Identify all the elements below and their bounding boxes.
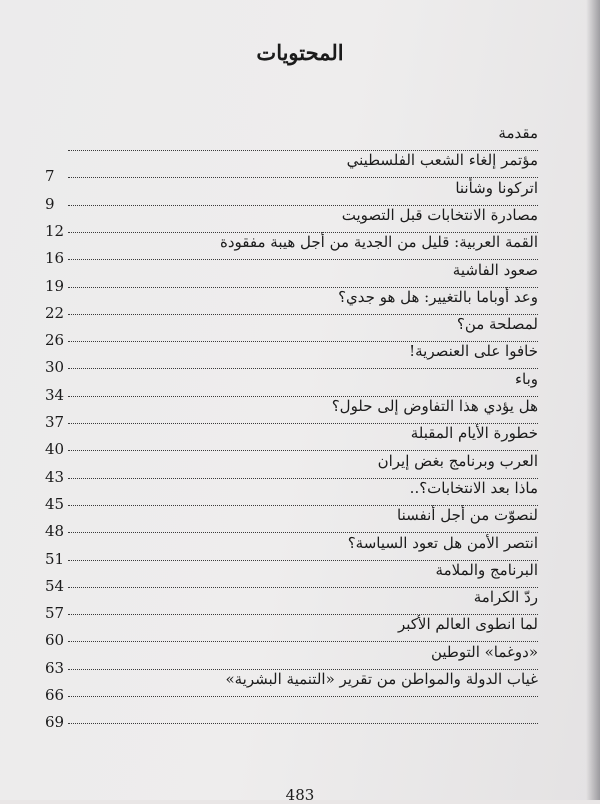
- toc-page-number: 60: [45, 631, 65, 650]
- toc-page-number: 45: [45, 494, 65, 513]
- toc-page-number: 9: [45, 194, 55, 213]
- toc-entry-title: صعود الفاشية: [452, 260, 538, 279]
- toc-entry-title: اتركونا وشأننا: [455, 178, 538, 197]
- toc-page-number: 43: [45, 467, 65, 486]
- toc-entry: [38, 588, 538, 606]
- toc-page-number: 34: [45, 385, 65, 404]
- toc-page-number: 51: [45, 549, 65, 568]
- toc-entry-title: العرب وبرنامج بغض إيران: [377, 451, 538, 470]
- page-number: 483: [285, 786, 315, 804]
- toc-entry-title: ردّ الكرامة: [473, 588, 538, 607]
- toc-entry-title: خطورة الأيام المقبلة: [410, 424, 538, 443]
- toc-entry-title: غياب الدولة والمواطن من تقرير «التنمية البشرية»: [225, 670, 538, 688]
- toc-page-number: 16: [45, 249, 65, 268]
- toc-entry-title: القمة العربية: قليل من الجدية من أجل هيبة مفقودة: [220, 233, 538, 252]
- dot-leader: [68, 723, 538, 724]
- toc-entry: [38, 261, 538, 279]
- toc-entry: [38, 424, 538, 442]
- toc-page-number: 66: [45, 686, 65, 704]
- toc-entry-title: «دوغما» التوطين: [430, 642, 538, 661]
- toc-entry: [38, 506, 538, 524]
- toc-page-number: 26: [45, 331, 65, 350]
- toc-page-number: 30: [45, 358, 65, 377]
- toc-entry: [38, 315, 538, 333]
- toc-entry-title: انتصر الأمن هل تعود السياسة؟: [347, 533, 538, 552]
- toc-entry-title: البرنامج والملامة: [435, 560, 538, 579]
- toc-entry: [38, 561, 538, 579]
- toc-page-number: 69: [45, 713, 65, 732]
- toc-page-number: 37: [45, 413, 65, 431]
- toc-entry: [38, 479, 538, 497]
- toc-entry-title: خافوا على العنصرية!: [409, 342, 538, 361]
- toc-entry: [38, 342, 538, 360]
- toc-entry: [38, 233, 538, 251]
- toc-entry-title: ماذا بعد الانتخابات؟..: [409, 478, 538, 497]
- toc-entry: [38, 397, 538, 415]
- toc-page-number: 22: [45, 303, 65, 322]
- toc-entry-title: مؤتمر إلغاء الشعب الفلسطيني: [346, 151, 538, 170]
- toc-entry-title: مصادرة الانتخابات قبل التصويت: [341, 205, 538, 224]
- dot-leader: [68, 696, 538, 697]
- toc-entry: [38, 288, 538, 306]
- toc-entry: [38, 179, 538, 197]
- toc-entry-title: مقدمة: [498, 124, 538, 142]
- toc-entry-title: لنصوّت من أجل أنفسنا: [397, 506, 538, 525]
- toc-entry-title: لما انطوى العالم الأكبر: [397, 615, 538, 634]
- page-title: المحتويات: [256, 40, 344, 65]
- toc-page-number: 54: [45, 576, 65, 595]
- toc-entry: [38, 206, 538, 224]
- toc-entry: [38, 452, 538, 470]
- toc-entry: [38, 615, 538, 633]
- toc-page-number: 48: [45, 522, 65, 541]
- toc-page-number: 19: [45, 276, 65, 295]
- toc-entry: [38, 670, 538, 688]
- toc-entry: [38, 124, 538, 142]
- toc-entry-title: لمصلحة من؟: [456, 315, 538, 334]
- toc-page-number: 63: [45, 658, 65, 677]
- binding-shadow: [586, 0, 600, 800]
- toc-entry-title: هل يؤدي هذا التفاوض إلى حلول؟: [331, 397, 538, 415]
- toc-page-number: 57: [45, 604, 65, 623]
- toc-entry-title: وباء: [514, 369, 538, 388]
- toc-entry: [38, 370, 538, 388]
- toc-entry: [38, 534, 538, 552]
- toc-entry: [38, 151, 538, 169]
- toc-page-number: 12: [45, 221, 65, 240]
- toc-entry: [38, 643, 538, 661]
- toc-page-number: 40: [45, 440, 65, 459]
- toc-entry-title: وعد أوباما بالتغيير: هل هو جدي؟: [338, 287, 538, 306]
- toc-page-number: 7: [45, 167, 55, 186]
